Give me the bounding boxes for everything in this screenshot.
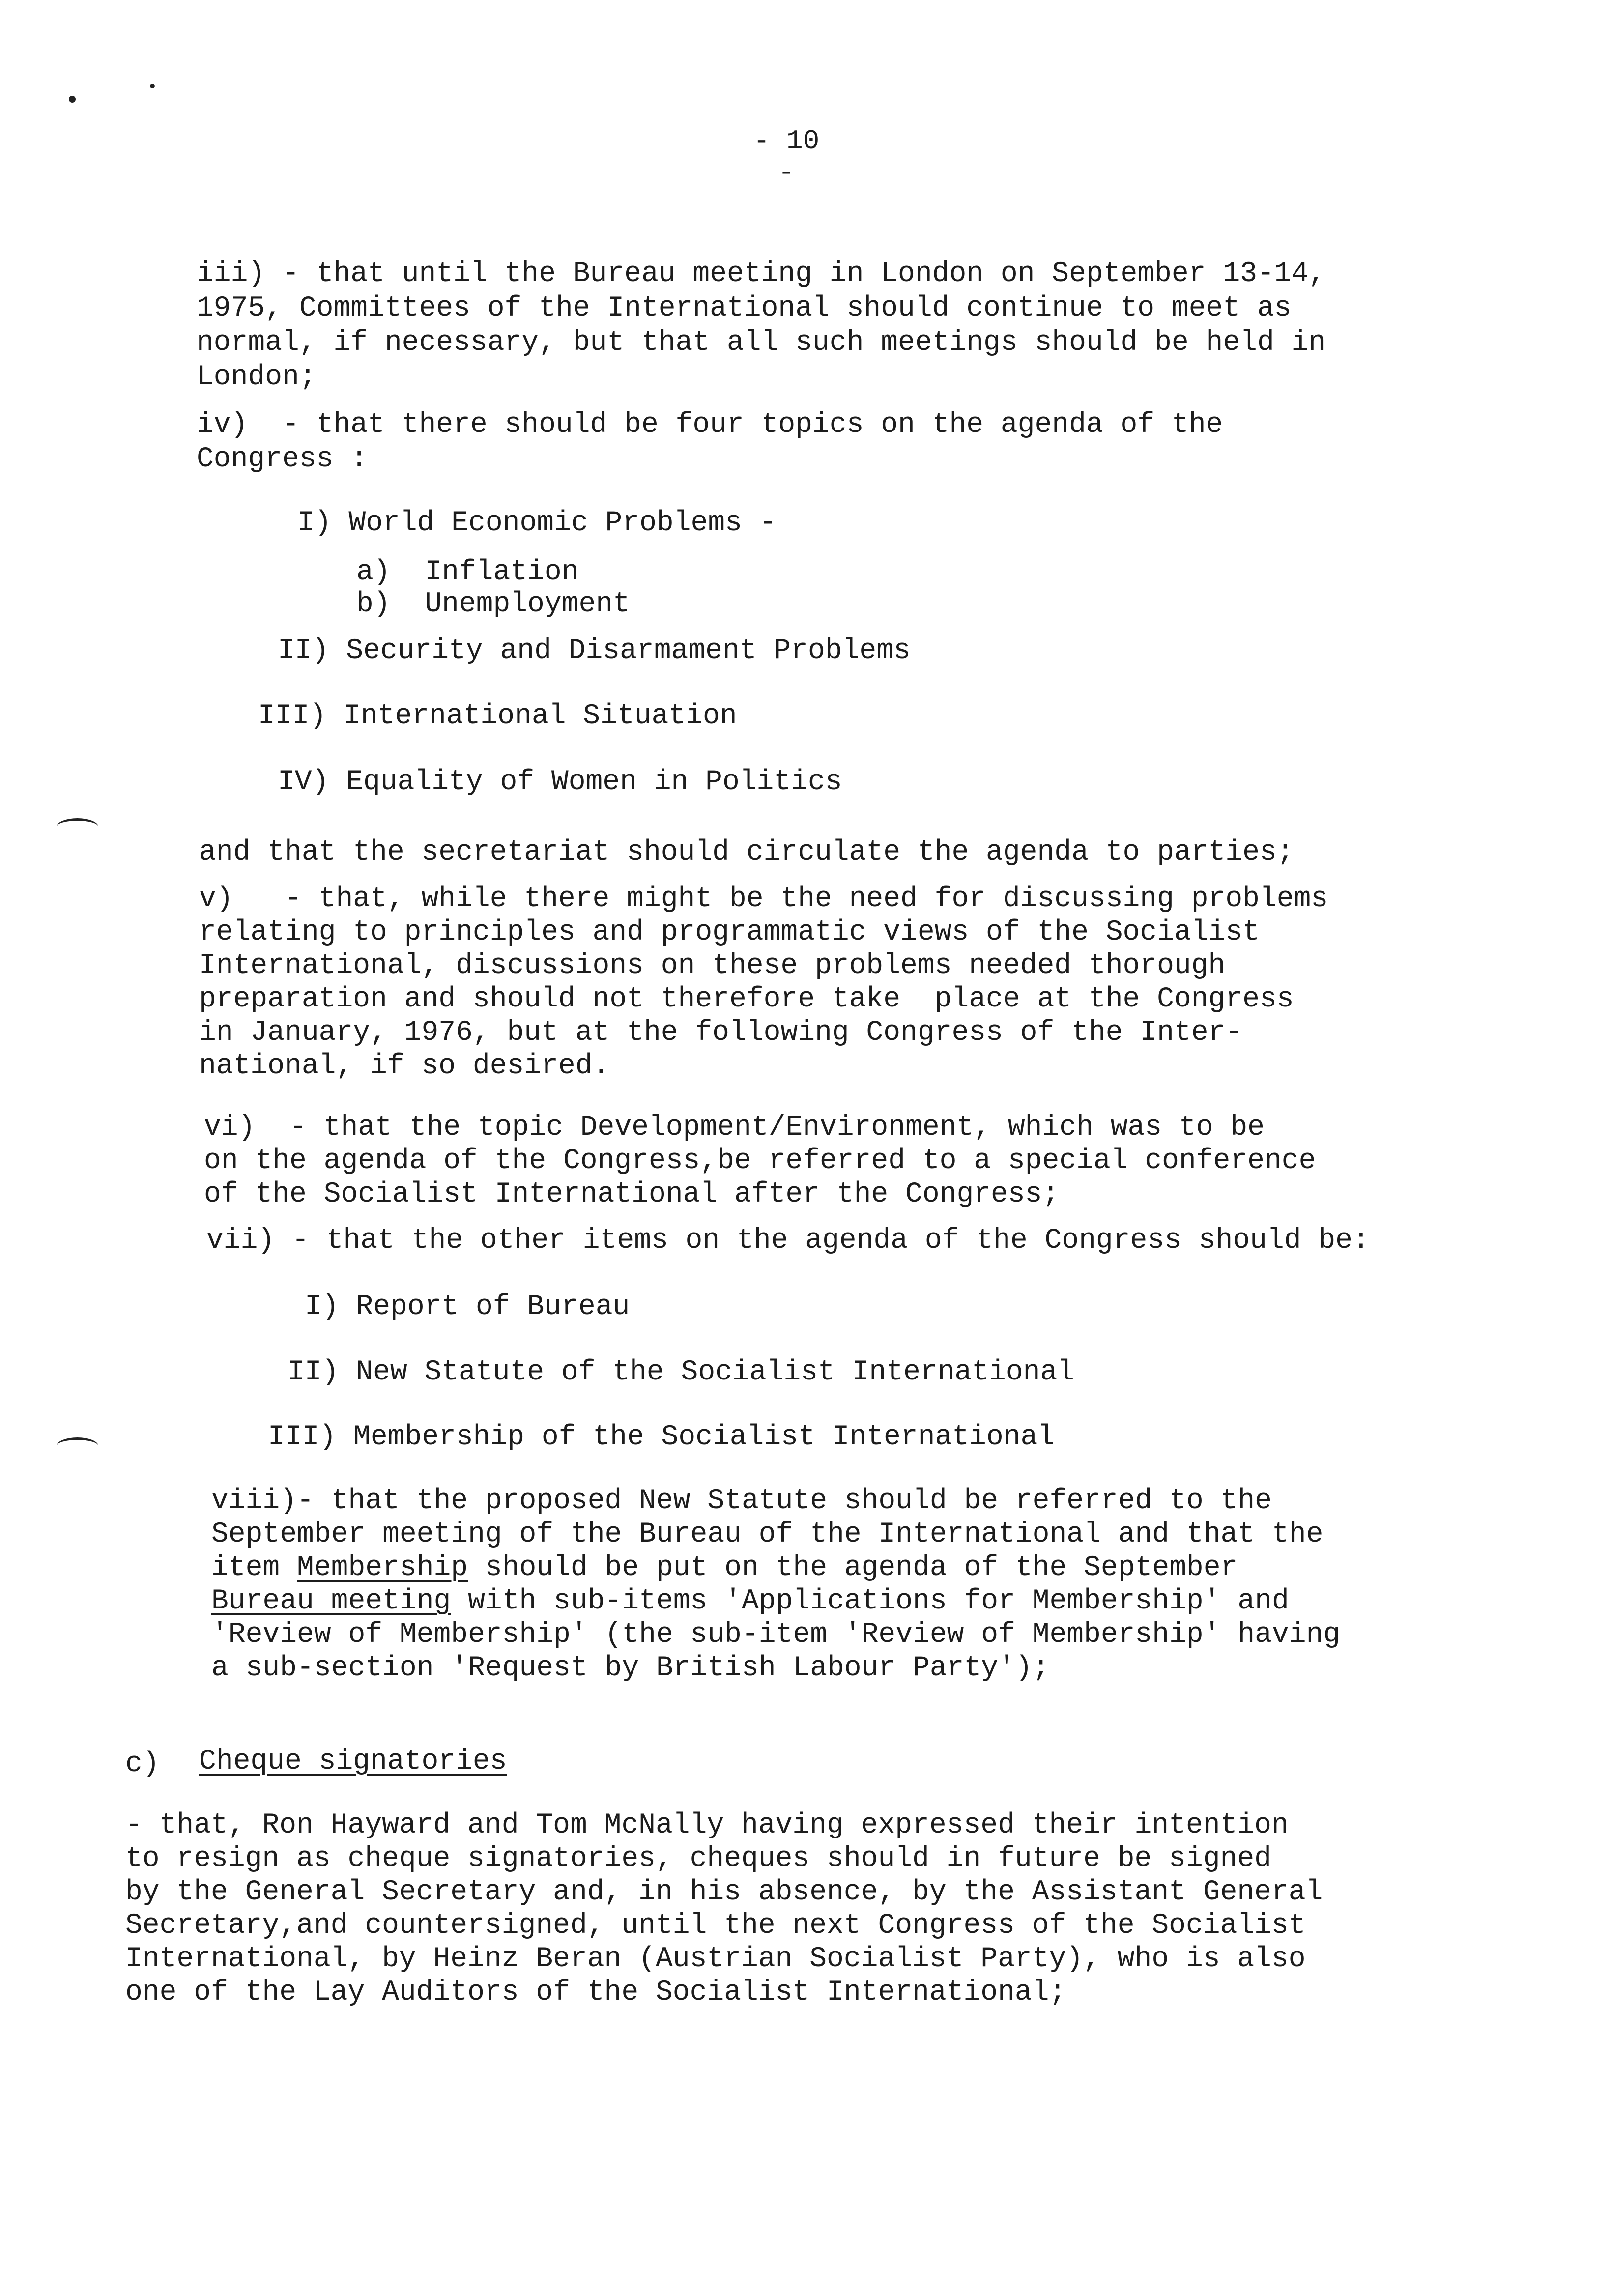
item-v-line: International, discussions on these problems needed thorough [199, 950, 1226, 982]
item-v-line: v) - that, while there might be the need for discussing problems [199, 883, 1328, 915]
section-c-line: by the General Secretary and, in his absence, by the Assistant General [125, 1876, 1323, 1908]
item-viii-line [211, 1584, 1289, 1619]
item-iv-line: iv) - that there should be four topics on the agenda of the [197, 409, 1223, 441]
item-iii-line: iii) - that until the Bureau meeting in London on September 13-14, [197, 258, 1326, 290]
item-viii-line: 'Review of Membership' (the sub-item 'Review of Membership' having [211, 1619, 1341, 1651]
section-c-line: International, by Heinz Beran (Austrian Socialist Party), who is also [125, 1943, 1306, 1975]
item-viii-text: should be put on the agenda of the September [468, 1552, 1238, 1584]
topic-item: II) Security and Disarmament Problems [278, 635, 911, 667]
item-vi-line: vi) - that the topic Development/Environment, which was to be [204, 1112, 1265, 1144]
topic-item: I) World Economic Problems - [297, 507, 777, 539]
stray-mark-dot [150, 84, 155, 88]
item-v-line: relating to principles and programmatic views of the Socialist [199, 917, 1260, 948]
item-v-line: preparation and should not therefore take place at the Congress [199, 983, 1294, 1015]
margin-punch-mark [57, 818, 98, 835]
item-vi-line: on the agenda of the Congress,be referred to a special conference [204, 1145, 1316, 1177]
section-c-line: to resign as cheque signatories, cheques should in future be signed [125, 1843, 1271, 1875]
item-viii-line: viii)- that the proposed New Statute should be referred to the [211, 1485, 1272, 1517]
section-c-heading: Cheque signatories [199, 1746, 507, 1778]
margin-punch-mark [57, 1437, 98, 1455]
other-item: III) Membership of the Socialist International [268, 1421, 1055, 1453]
section-c-line: - that, Ron Hayward and Tom McNally having expressed their intention [125, 1809, 1289, 1841]
item-viii-line: September meeting of the Bureau of the International and that the [211, 1519, 1324, 1550]
section-c-label: c) [125, 1748, 160, 1780]
item-viii-line: a sub-section 'Request by British Labour Party'); [211, 1652, 1050, 1684]
item-viii-text: item [211, 1552, 297, 1584]
circulate-statement: and that the secretariat should circulate the agenda to parties; [199, 836, 1294, 868]
topic-item: III) International Situation [258, 700, 737, 732]
item-iii-line: London; [197, 361, 317, 393]
item-iii-line: 1975, Committees of the International should continue to meet as [197, 292, 1292, 324]
item-viii-line [211, 1551, 1238, 1585]
topic-subitem: b) Unemployment [356, 588, 630, 620]
page-number: - 10 - [753, 125, 820, 188]
item-viii-text: with sub-items 'Applications for Membership' and [451, 1585, 1289, 1617]
membership-underlined: Membership [297, 1552, 468, 1584]
topic-item: IV) Equality of Women in Politics [278, 766, 842, 798]
bureau-meeting-underlined: Bureau meeting [211, 1585, 451, 1617]
item-vii: vii) - that the other items on the agenda of the Congress should be: [206, 1225, 1370, 1257]
stray-mark-dot [69, 96, 76, 103]
item-vi-line: of the Socialist International after the Congress; [204, 1178, 1060, 1210]
item-v-line: national, if so desired. [199, 1050, 610, 1082]
other-item: II) New Statute of the Socialist International [288, 1356, 1075, 1388]
section-c-line: Secretary,and countersigned, until the next Congress of the Socialist [125, 1910, 1306, 1942]
item-v-line: in January, 1976, but at the following Congress of the Inter- [199, 1017, 1243, 1049]
section-c-line: one of the Lay Auditors of the Socialist International; [125, 1977, 1066, 2009]
other-item: I) Report of Bureau [305, 1291, 630, 1323]
topic-subitem: a) Inflation [356, 556, 579, 588]
item-iv-line: Congress : [197, 443, 368, 475]
item-iii-line: normal, if necessary, but that all such meetings should be held in [197, 327, 1326, 359]
